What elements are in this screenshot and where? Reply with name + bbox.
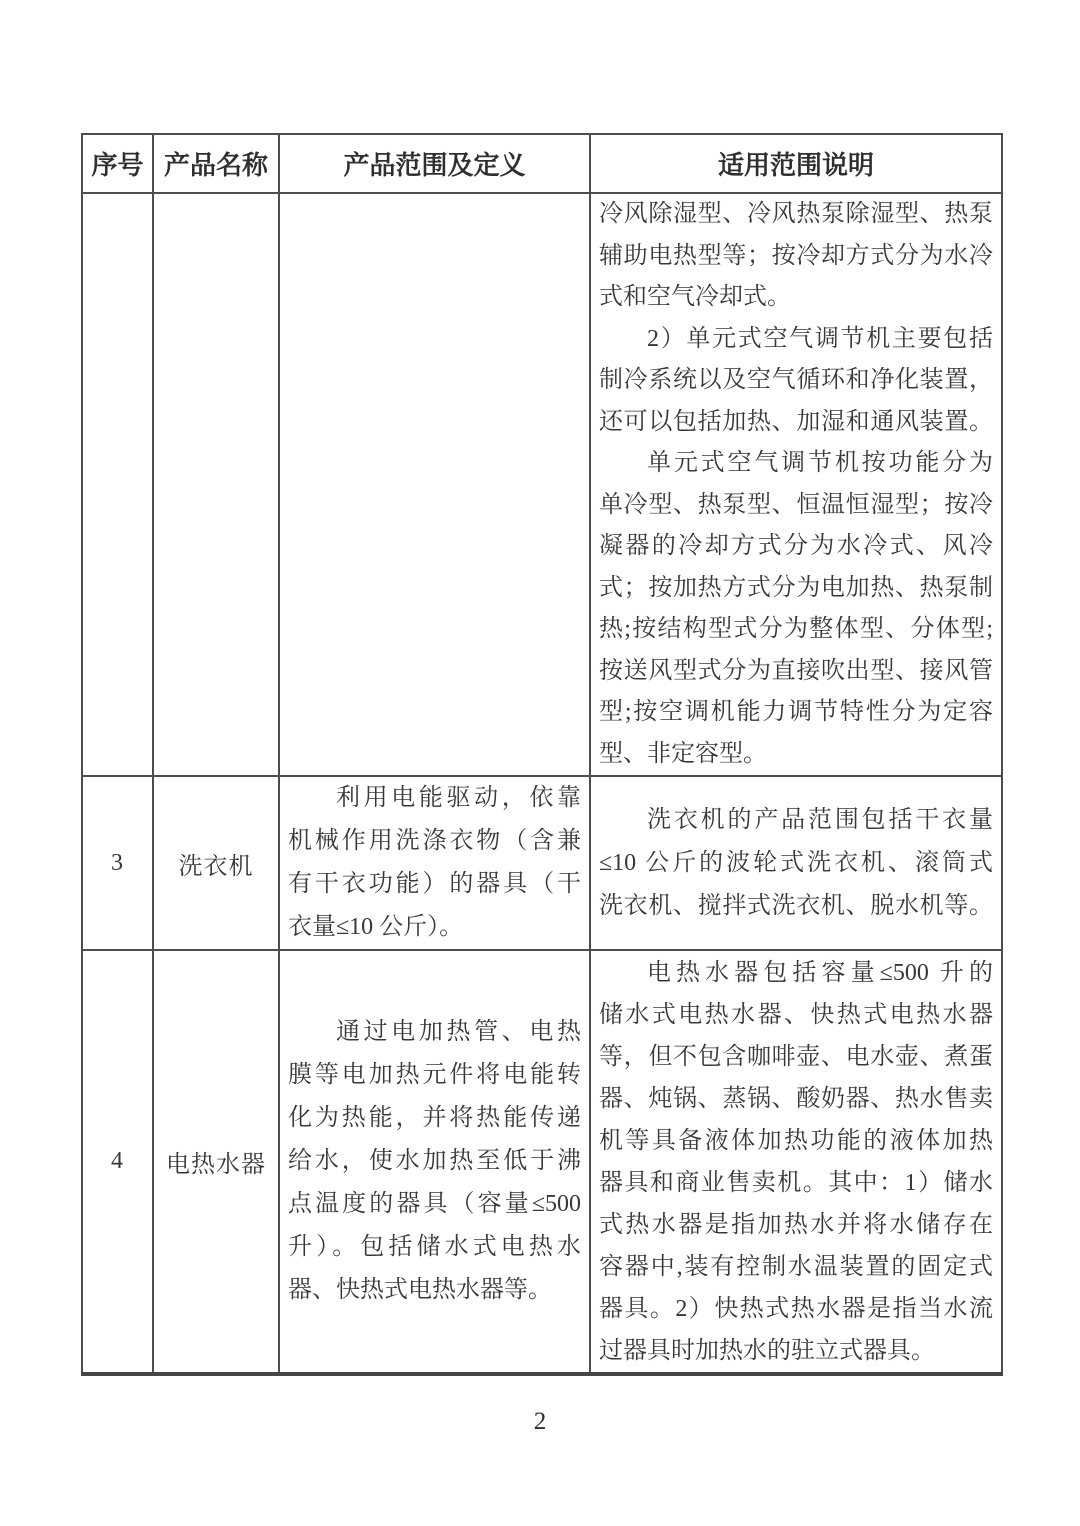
cell-seq: 3 <box>82 776 153 950</box>
text-line: 衣量≤10 公斤）。 <box>288 914 464 940</box>
text-line: 式；按加热方式分为电加热、热泵制 <box>599 574 993 601</box>
text-line: 利用电能驱动，依靠 <box>336 785 581 811</box>
text-line: 洗衣机的产品范围包括干衣量 <box>647 806 993 833</box>
text-line: 型;按空调机能力调节特性分为定容 <box>599 699 993 725</box>
text-line: 过器具时加热水的驻立式器具。 <box>599 1337 935 1364</box>
text-line: 洗衣机、搅拌式洗衣机、脱水机等。 <box>599 892 993 919</box>
text-line: 还可以包括加热、加湿和通风装置。 <box>599 408 993 435</box>
cell-definition <box>279 776 590 950</box>
text-line: 制冷系统以及空气循环和净化装置， <box>599 367 993 393</box>
text-line: 机械作用洗涤衣物（含兼 <box>288 828 581 854</box>
cell-scope <box>590 776 1002 950</box>
cell-scope-air-conditioner <box>590 193 1002 776</box>
text-line: 器、快热式电热水器等。 <box>288 1277 552 1303</box>
text-line: 点温度的器具（容量≤500 <box>288 1191 581 1217</box>
table-header-row <box>82 134 1002 193</box>
text-line: 单元式空气调节机按功能分为 <box>647 450 993 476</box>
cell-scope <box>590 950 1002 1374</box>
text-line: ≤10 公斤的波轮式洗衣机、滚筒式 <box>599 849 993 876</box>
text-line: 式和空气冷却式。 <box>599 284 791 310</box>
text-line: 储水式电热水器、快热式电热水器 <box>599 1001 993 1028</box>
text-line: 凝器的冷却方式分为水冷式、风冷 <box>599 533 993 559</box>
text-line: 热;按结构型式分为整体型、分体型; <box>599 616 993 642</box>
cell-seq: 4 <box>82 950 153 1374</box>
text-line: 升）。包括储水式电热水 <box>288 1234 581 1260</box>
text-line: 等，但不包含咖啡壶、电水壶、煮蛋 <box>599 1043 993 1070</box>
product-scope-table <box>81 133 1003 1376</box>
text-line: 膜等电加热元件将电能转 <box>288 1062 581 1088</box>
cell-product-name: 电热水器 <box>153 950 279 1374</box>
column-header-seq: 序号 <box>82 134 153 193</box>
text-line: 机等具备液体加热功能的液体加热 <box>599 1127 993 1154</box>
cell-definition <box>279 950 590 1374</box>
text-line: 器、炖锅、蒸锅、酸奶器、热水售卖 <box>599 1085 993 1112</box>
text-line: 给水，使水加热至低于沸 <box>288 1148 581 1174</box>
cell-product-name: 洗衣机 <box>153 776 279 950</box>
table-row-washing-machine <box>82 776 1002 950</box>
text-line: 2）单元式空气调节机主要包括 <box>647 325 993 352</box>
column-header-product-name: 产品名称 <box>153 134 279 193</box>
text-line: 有干衣功能）的器具（干 <box>288 871 581 897</box>
text-line: 型、非定容型。 <box>599 740 767 767</box>
text-line: 化为热能，并将热能传递 <box>288 1105 581 1131</box>
text-line: 冷风除湿型、冷风热泵除湿型、热泵 <box>599 201 993 227</box>
text-line: 器具。2）快热式热水器是指当水流 <box>599 1295 993 1322</box>
column-header-scope: 适用范围说明 <box>590 134 1002 193</box>
cell-name-empty <box>153 193 279 776</box>
table-row-continuation <box>82 193 1002 776</box>
text-line: 辅助电热型等；按冷却方式分为水冷 <box>599 242 993 269</box>
column-header-definition: 产品范围及定义 <box>279 134 590 193</box>
text-line: 通过电加热管、电热 <box>336 1019 581 1045</box>
text-line: 按送风型式分为直接吹出型、接风管 <box>599 657 993 684</box>
text-line: 器具和商业售卖机。其中：1）储水 <box>599 1169 993 1196</box>
text-line: 容器中,装有控制水温装置的固定式 <box>599 1253 993 1280</box>
cell-definition-empty <box>279 193 590 776</box>
text-line: 单冷型、热泵型、恒温恒湿型；按冷 <box>599 491 993 518</box>
page-number: 2 <box>533 1408 547 1435</box>
text-line: 电热水器包括容量≤500 升的 <box>647 959 993 986</box>
cell-seq-empty <box>82 193 153 776</box>
text-line: 式热水器是指加热水并将水储存在 <box>599 1211 993 1238</box>
table-row-water-heater <box>82 950 1002 1374</box>
